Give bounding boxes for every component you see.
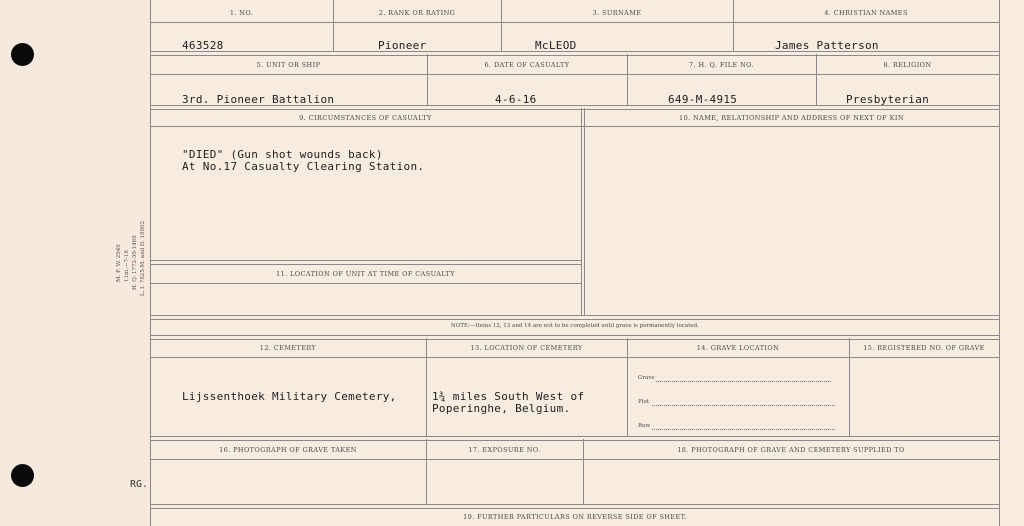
row1-divider <box>333 0 334 52</box>
row11-top-rule <box>150 260 582 265</box>
form-code-1: M. F. W. 2949 <box>116 244 122 282</box>
value-location-line2: Poperinghe, Belgium. <box>432 402 571 415</box>
label-registered-no: 15. REGISTERED NO. OF GRAVE <box>863 344 985 352</box>
value-christian-names: James Patterson <box>775 39 879 52</box>
note-bottom-rule <box>150 335 1000 340</box>
value-unit: 3rd. Pioneer Battalion <box>182 93 335 106</box>
row1-divider <box>733 0 734 52</box>
label-religion: 8. RELIGION <box>883 61 932 69</box>
row1-divider <box>501 0 502 52</box>
value-location-line1: 1¾ miles South West of <box>432 390 585 403</box>
grave-dotted-line <box>656 381 831 382</box>
label-circumstances: 9. CIRCUMSTANCES OF CASUALTY <box>299 114 432 122</box>
row3-header-rule <box>150 126 1000 127</box>
punch-hole-bottom <box>11 464 34 487</box>
row2-header-rule <box>150 74 1000 75</box>
label-plot: Plot <box>638 399 649 405</box>
label-photo-taken: 16. PHOTOGRAPH OF GRAVE TAKEN <box>219 446 357 454</box>
row12-divider <box>426 338 427 436</box>
label-photo-supplied: 18. PHOTOGRAPH OF GRAVE AND CEMETERY SUPPLIED TO <box>677 446 905 454</box>
rg-mark: RG. <box>130 479 149 490</box>
punch-hole-top <box>11 43 34 66</box>
label-location-cemetery: 13. LOCATION OF CEMETERY <box>470 344 583 352</box>
label-location-unit: 11. LOCATION OF UNIT AT TIME OF CASUALTY <box>276 270 455 278</box>
note-text: NOTE:—Items 12, 13 and 14 are not to be completed until grave is permanently located. <box>451 323 699 329</box>
row12-divider <box>627 338 628 436</box>
row3-divider <box>581 108 582 316</box>
label-surname: 3. SURNAME <box>592 9 642 17</box>
label-no: 1. NO. <box>229 9 254 17</box>
label-rank: 2. RANK OR RATING <box>378 9 456 17</box>
row16-header-rule <box>150 459 1000 460</box>
label-next-of-kin: 10. NAME, RELATIONSHIP AND ADDRESS OF NEXT OF KIN <box>679 114 904 122</box>
row19-top-rule <box>150 504 1000 509</box>
label-hq-file: 7. H. Q. FILE NO. <box>689 61 754 69</box>
label-date: 6. DATE OF CASUALTY <box>484 61 570 69</box>
note-top-rule <box>150 315 1000 320</box>
label-unit: 5. UNIT OR SHIP <box>256 61 321 69</box>
value-date: 4-6-16 <box>495 93 537 106</box>
row-dotted-line <box>652 429 835 430</box>
row1-header-rule <box>150 22 1000 23</box>
value-no: 463528 <box>182 39 224 52</box>
label-further: 19. FURTHER PARTICULARS ON REVERSE SIDE OF SHEET. <box>463 513 687 521</box>
value-surname: McLEOD <box>535 39 577 52</box>
label-row: Row <box>638 423 651 429</box>
label-exposure: 17. EXPOSURE NO. <box>468 446 541 454</box>
value-rank: Pioneer <box>378 39 427 52</box>
row11-header-rule <box>150 283 582 284</box>
frame-right <box>999 0 1000 526</box>
row12-divider <box>849 338 850 436</box>
value-circumstances-line1: "DIED" (Gun shot wounds back) <box>182 148 383 161</box>
label-christian-names: 4. CHRISTIAN NAMES <box>824 9 908 17</box>
label-grave: Grave <box>638 375 655 381</box>
row12-bottom-rule <box>150 436 1000 441</box>
value-circumstances-line2: At No.17 Casualty Clearing Station. <box>182 160 425 173</box>
plot-dotted-line <box>652 405 835 406</box>
row3-divider-inner <box>584 108 585 316</box>
row12-header-rule <box>150 357 1000 358</box>
value-religion: Presbyterian <box>846 93 930 106</box>
form-code-4: L. I. 7825-M. and D. 18902 <box>140 220 146 296</box>
value-hq-file: 649-M-4915 <box>668 93 738 106</box>
value-cemetery: Lijssenthoek Military Cemetery, <box>182 390 397 403</box>
label-cemetery: 12. CEMETERY <box>259 344 317 352</box>
label-grave-location: 14. GRAVE LOCATION <box>696 344 780 352</box>
form-code-3: H. Q. 1772-39-1468 <box>132 235 138 290</box>
form-code-2: 11m.—7-18 <box>124 250 130 282</box>
